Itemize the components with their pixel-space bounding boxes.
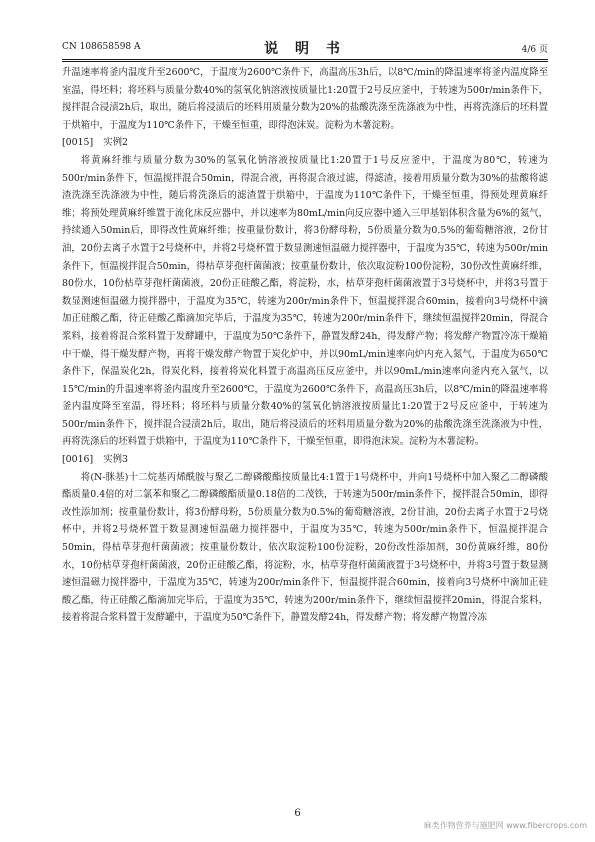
page-number: 6: [294, 808, 301, 819]
page-header: [62, 38, 548, 56]
paragraph-number: [0015]: [62, 137, 94, 149]
page-indicator: 4/6 页: [521, 45, 548, 55]
paragraph-example-3: 将(N-脒基)十二烷基丙烯酰胺与聚乙二醇磷酸酯按质量比4:1置于1号烧杯中，并向1号烧杯中加入聚乙二醇磷酸酯质量0.4倍的对二氯苯和聚乙二醇磷酸酯质量0.18倍的二茂铁，于转速为500r/min条件下，搅拌混合50min，即得改性添加剂；按重量份数计，将3份酵母粉，5份质量分数为0.5%的葡萄糖溶液，2份甘油，20份去离子水置于2号烧杯中，并将2号烧杯置于数显测速恒温磁力搅拌器中，于温度为35℃，转速为500r/min条件下，恒温搅拌混合50min，得枯草芽孢杆菌菌液；按重量份数计，依次取淀粉100份淀粉，20份改性添加剂，30份黄麻纤维，80份水，10份枯草芽孢杆菌菌液，20份正硅酸乙酯，将淀粉，水，枯草芽孢杆菌菌液置于3号烧杯中，并将3号置于数显测速恒温磁力搅拌器中，于温度为35℃，转速为200r/min条件下，恒温搅拌混合60min，接着向3号烧杯中滴加正硅酸乙酯，待正硅酸乙酯滴加完毕后，于温度为35℃，转速为200r/min条件下，继续恒温搅拌20min，得混合浆料，接着将混合浆料置于发酵罐中，于温度为50℃条件下，静置发酵24h，得发酵产物；将发酵产物置冷冻: [62, 471, 548, 624]
document-title: 说 明 书: [264, 41, 346, 57]
paragraph-continuation: 升温速率将釜内温度升至2600℃，于温度为2600℃条件下，高温高压3h后，以8℃/min的降温速率将釜内温度降至室温，得坯料；将坯料与质量分数40%的氢氧化钠溶液按质量比1:20置于2号反应釜中，于转速为500r/min条件下，搅拌混合浸渍2h后，取出，随后将浸渍后的坯料用质量分数为20%的盐酸洗涤至洗涤液为中性，再将洗涤后的坯料置于烘箱中，于温度为110℃条件下，干燥至恒重，即得泡沫炭。淀粉为木薯淀粉。: [62, 67, 548, 131]
section-heading-example-2: [62, 134, 548, 152]
paragraph-number: [0016]: [62, 454, 94, 466]
section-heading-text: 实例3: [103, 454, 128, 466]
header-rule: [62, 59, 548, 60]
patent-number: CN 108658598 A: [62, 42, 141, 52]
section-heading-example-3: [62, 451, 548, 469]
site-watermark: 麻类作物营养与施肥网 www.fibercrops.com: [423, 821, 587, 830]
document-body: [62, 64, 548, 627]
section-heading-text: 实例2: [103, 137, 128, 149]
header-rule-thin: [62, 61, 548, 62]
paragraph-example-2: 将黄麻纤维与质量分数为30%的氢氧化钠溶液按质量比1:20置于1号反应釜中，于温度为80℃，转速为500r/min条件下，恒温搅拌混合50min，得混合液，再将混合液过滤，得滤渣，接着用质量分数为30%的盐酸将滤渣洗涤至洗涤液为中性，随后将洗涤后的滤渣置于烘箱中，于温度为110℃条件下，干燥至恒重，得预处理黄麻纤维；将预处理黄麻纤维置于流化床反应器中，并以速率为80mL/min向反应器中通入三甲基铝体积含量为6%的氮气，持续通入50min后，即得改性黄麻纤维；按重量份数计，将3份酵母粉，5份质量分数为0.5%的葡萄糖溶液，2份甘油，20份去离子水置于2号烧杯中，并将2号烧杯置于数显测速恒温磁力搅拌器中，于温度为35℃，转速为500r/min条件下，恒温搅拌混合50min，得枯草芽孢杆菌菌液；按重量份数计，依次取淀粉100份淀粉，30份改性黄麻纤维，80份水，10份枯草芽孢杆菌菌液，20份正硅酸乙酯，将淀粉，水，枯草芽孢杆菌菌液置于3号烧杯中，并将3号置于数显测速恒温磁力搅拌器中，于温度为35℃，转速为200r/min条件下，恒温搅拌混合60min，接着向3号烧杯中滴加正硅酸乙酯，待正硅酸乙酯滴加完毕后，于温度为35℃，转速为200r/min条件下，继续恒温搅拌20min，得混合浆料，接着将混合浆料置于发酵罐中，于温度为50℃条件下，静置发酵24h，得发酵产物；将发酵产物置冷冻干燥箱中干燥，得干燥发酵产物，再将干燥发酵产物置于炭化炉中，并以90mL/min速率向炉内充入氮气，于温度为650℃条件下，保温炭化2h，得炭化料，接着将炭化料置于高温高压反应釜中，并以90mL/min速率向釜内充入氩气，以15℃/min的升温速率将釜内温度升至2600℃，于温度为2600℃条件下，高温高压3h后，以8℃/min的降温速率将釜内温度降至室温，得坯料；将坯料与质量分数40%的氢氧化钠溶液按质量比1:20置于2号反应釜中，于转速为500r/min条件下，搅拌混合浸渍2h后，取出，随后将浸渍后的坯料用质量分数为20%的盐酸洗涤至洗涤液为中性，再将洗涤后的坯料置于烘箱中，于温度为110℃条件下，干燥至恒重，即得泡沫炭。淀粉为木薯淀粉。: [62, 154, 548, 448]
